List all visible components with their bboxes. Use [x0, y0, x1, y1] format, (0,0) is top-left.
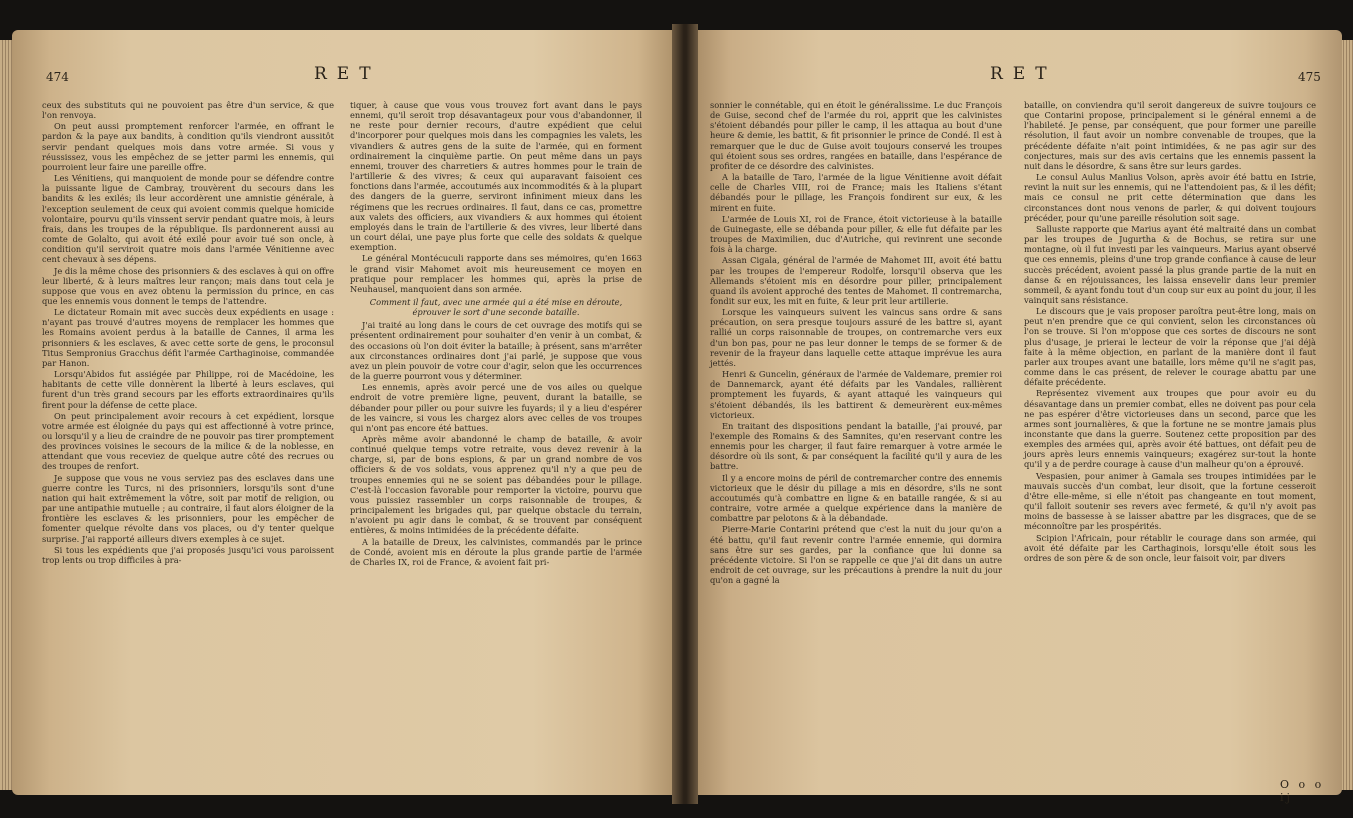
left-running-head: RET: [314, 64, 381, 84]
book-gutter: [672, 24, 698, 804]
paragraph: A la bataille de Taro, l'armée de la ligue Vénitienne avoit défait celle de Charles VIII, roi de France; mais les Italiens s'étant débandés pour le pillage, les François fondirent sur eux, & les mirent en fuite.: [710, 172, 1002, 213]
paragraph: Le général Montécuculi rapporte dans ses mémoires, qu'en 1663 le grand visir Mahomet avoit mis heureusement ce moyen en pratique pour remplacer les hommes qui, après la prise de Neuhausel, manquoient dans son armée.: [350, 253, 642, 294]
paragraph: A la bataille de Dreux, les calvinistes, commandés par le prince de Condé, avoient mis en déroute la plus grande partie de l'armée de Charles IX, roi de France, & avoient fait pri-: [350, 536, 642, 567]
paragraph: En traitant des dispositions pendant la bataille, j'ai prouvé, par l'exemple des Romains & des Samnites, qu'en reservant contre les ennemis pour les charger, il faut faire remarquer à votre armée le désordre où ils sont, & par conséquent la facilité qu'il y aura de les battre.: [710, 420, 1002, 472]
paragraph: L'armée de Louis XI, roi de France, étoit victorieuse à la bataille de Guinegaste, elle se débanda pour piller, & elle fut défaite par les troupes de Maximilien, duc d'Autriche, qui revinrent une seconde fois à la charge.: [710, 213, 1002, 255]
paragraph: On peut aussi promptement renforcer l'armée, en offrant le pardon & la paye aux bandits, à condition qu'ils viendront aussitôt servir pendant quelques mois dans votre armée. Si vous y réussissez, vous les empêchez de se jetter parmi les ennemis, qui pourroient leur faire une pareille offre.: [42, 121, 334, 172]
paragraph: Lorsqu'Abidos fut assiégée par Philippe, roi de Macédoine, les habitants de cette ville donnèrent la liberté à leurs esclaves, qui furent d'un très grand secours par les efforts extraordinaires qu'ils firent pour la défense de cette place.: [42, 369, 334, 410]
paragraph: Si tous les expédients que j'ai proposés jusqu'ici vous paroissent trop lents ou trop difficiles à pra-: [42, 544, 334, 565]
paragraph: Salluste rapporte que Marius ayant été maltraité dans un combat par les troupes de Jugurtha & de Bochus, se retira sur une montagne, où il fut investi par les vainqueurs. Marius ayant observé que ces ennemis, pleins d'une trop grande confiance à cause de leur succès précédent, avoient passé la plus grande partie de la nuit en danse & en réjouissances, les laissa ensevelir dans leur premier sommeil, & ayant fondu tout d'un coup sur eux au point du jour, il les vainquit sans résistance.: [1024, 223, 1316, 305]
paragraph: Assan Cigala, général de l'armée de Mahomet III, avoit été battu par les troupes de l'empereur Rodolfe, lorsqu'il observa que les Allemands s'étoient mis en désordre pour piller, principalement quand ils avoient approché des tentes de Mahomet. Il contremarcha, fondit sur eux, les mit en fuite, & leur prit leur artillerie.: [710, 255, 1002, 306]
paragraph: Henri & Guncelin, généraux de l'armée de Valdemare, premier roi de Dannemarck, ayant été défaits par les Vandales, rallièrent promptement les fuyards, & ayant attaqué les vainqueurs qui s'étoient débandés, ils les battirent & demeurèrent eux-mêmes victorieux.: [710, 369, 1002, 420]
paragraph: bataille, on conviendra qu'il seroit dangereux de suivre toujours ce que Contarini propose, principalement si le général ennemi a de l'habileté. Je pense, par conséquent, que pour former une pareille résolution, il faut avoir un nombre convenable de troupes, que la précédente défaite n'ait point intimidées, & ne pas agir sur des conjectures, mais sur des avis certains que les ennemis passent la nuit dans le désordre, & sans être sur leurs gardes.: [1024, 100, 1316, 171]
paragraph: sonnier le connétable, qui en étoit le généralissime. Le duc François de Guise, second chef de l'armée du roi, apprit que les calvinistes s'étoient débandés pour piller le camp, il les attaqua au bout d'une heure & demie, les battit, & fit prisonnier le prince de Condé. Il est à remarquer que le duc de Guise avoit toujours conservé les troupes qui étoient sous ses ordres, rangées en bataille, dans l'espérance de profiter de ce désordre des calvinistes.: [710, 100, 1002, 171]
left-column-1: [42, 100, 334, 566]
left-column-2: [350, 100, 642, 568]
paragraph: tiquer, à cause que vous vous trouvez fort avant dans le pays ennemi, qu'il seroit trop désavantageux pour vous d'abandonner, il ne reste pour dernier recours, d'autre expédient que celui d'incorporer pour quelques mois dans les compagnies les valets, les vivandiers & autres gens de la suite de l'armée, qui en forment ordinairement la cinquième partie. On peut même dans un pays ennemi, trouver des charretiers & autres hommes pour le train de l'artillerie & des vivres; & ceux qui auparavant faisoient ces fonctions dans l'armée, accoutumés aux incommodités & à la plupart des dangers de la guerre, serviront infiniment mieux dans les régimens que les recrues ordinaires. Il faut, dans ce cas, promettre aux valets des officiers, aux vivandiers & aux hommes qui étoient employés dans le train de l'artillerie & des vivres, leur liberté dans un court délai, une paye plus forte que celle des soldats & quelque exemption.: [350, 100, 642, 253]
paragraph: Les Vénitiens, qui manquoient de monde pour se défendre contre la puissante ligue de Cambray, trouvèrent du secours dans les bandits & les exilés; ils leur accordèrent une amnistie générale, à l'exception seulement de ceux qui avoient commis quelque homicide volontaire, pourvu qu'ils vinssent servir pendant quatre mois, à leurs frais, dans les troupes de la république. Ils pardonnerent aussi au comte de Golalto, qui avoit été exilé pour avoir tué son oncle, à condition qu'il serviroit quatre mois dans l'armée Vénitienne avec cent chevaux à ses dépens.: [42, 173, 334, 265]
paragraph: Pierre-Marie Contarini prétend que c'est la nuit du jour qu'on a été battu, qu'il faut revenir contre l'armée ennemie, qui dormira sans être sur ses gardes, par la confiance que lui donne sa précédente victoire. Si l'on se rappelle ce que j'ai dit dans un autre endroit de cet ouvrage, sur les précautions à prendre la nuit du jour qu'on a gagné la: [710, 524, 1002, 586]
paragraph: Il y a encore moins de péril de contremarcher contre des ennemis victorieux que le désir du pillage a mis en désordre, s'ils ne sont accoutumés qu'à combattre en ligne & en bataille rangée, & si au contraire, votre armée a quelque expérience dans la manière de combattre par pelotons & à la débandade.: [710, 472, 1002, 524]
right-column-1: [710, 100, 1002, 586]
left-page: [12, 30, 680, 795]
paragraph: Vespasien, pour animer à Gamala ses troupes intimidées par le mauvais succès d'un combat, leur disoit, que la fortune cesseroit d'être elle-même, si elle n'étoit pas changeante en tout moment, qu'il falloit soutenir ses revers avec fermeté, & qu'il n'y avoit pas moins de bassesse à se laisser abattre par les disgraces, que de se méconnoître par les prospérités.: [1024, 470, 1316, 532]
right-page: [690, 30, 1342, 804]
right-column-2: [1024, 100, 1316, 564]
paragraph: Je suppose que vous ne vous serviez pas des esclaves dans une guerre contre les Turcs, ni des prisonniers, lorsqu'ils sont d'une nation qui hait extrêmement la vôtre, soit par motif de religion, ou par une antipathie mutuelle ; au contraire, il faut alors éloigner de la frontière les esclaves & les prisonniers, pour les empêcher de fomenter quelque révolte dans vos places, ou d'y tenter quelque surprise. J'ai rapporté ailleurs divers exemples à ce sujet.: [42, 472, 334, 544]
right-running-head: RET: [990, 64, 1057, 84]
paragraph: Les ennemis, après avoir percé une de vos ailes ou quelque endroit de votre première ligne, peuvent, durant la bataille, se débander pour piller ou pour suivre les fuyards; il y a lieu d'espérer de les vaincre, si vous les chargez alors avec celles de vos troupes qui n'ont pas encore été battues.: [350, 382, 642, 433]
paragraph: Je dis la même chose des prisonniers & des esclaves à qui on offre leur liberté, & à leurs maîtres leur rançon; mais dans tout cela je suppose que vous en avez obtenu la permission du prince, en cas que les ennemis vous donnent le temps de l'attendre.: [42, 265, 334, 306]
paragraph: J'ai traité au long dans le cours de cet ouvrage des motifs qui se présentent ordinairement pour souhaiter d'en venir à un combat, & des occasions où l'on doit éviter la bataille; à présent, sans m'arrêter aux circonstances ordinaires dont j'ai parlé, je suppose que vous avez un plein pouvoir de votre cour d'agir, selon que les occurrences de la guerre pourront vous y déterminer.: [350, 320, 642, 382]
paragraph: Après même avoir abandonné le champ de bataille, & avoir continué quelque temps votre retraite, vous devez revenir à la charge, si, par de bons espions, & par un grand nombre de vos officiers & de vos soldats, vous apprenez qu'il n'y a que peu de troupes ennemies qui ne se soient pas débandées pour le pillage. C'est-là l'occasion favorable pour remporter la victoire, pourvu que vous puissiez rassembler un corps raisonnable de troupes, & principalement les brigades qui, par quelque obstacle du terrain, n'avoient pu agir dans le combat, & se trouvent par conséquent entières, & moins intimidées de la précédente défaite.: [350, 434, 642, 536]
section-heading: Comment il faut, avec une armée qui a été mise en déroute, éprouver le sort d'une seconde bataille.: [369, 296, 623, 318]
right-page-number: 475: [1298, 70, 1321, 84]
left-page-number: 474: [46, 70, 69, 84]
paragraph: Lorsque les vainqueurs suivent les vaincus sans ordre & sans précaution, on sera presque toujours assuré de les battre si, ayant rallié un corps raisonnable de troupes, on contremarche vers eux d'un bon pas, pour ne pas leur donner le temps de se former & de revenir de la frayeur dans laquelle cette attaque imprévue les aura jettés.: [710, 307, 1002, 368]
paragraph: Scipion l'Africain, pour rétablir le courage dans son armée, qui avoit été défaite par les Carthaginois, lorsqu'elle étoit sous les ordres de son père & de son oncle, leur faisoit voir, par divers: [1024, 532, 1316, 563]
paragraph: Le consul Aulus Manlius Volson, après avoir été battu en Istrie, revint la nuit sur les ennemis, qui ne l'attendoient pas, & il les défit; mais ce consul ne prit cette détermination que dans les circonstances dont nous venons de parler, & qui doivent toujours précéder, pour qu'une pareille résolution soit sage.: [1024, 172, 1316, 223]
paragraph: ceux des substituts qui ne pouvoient pas être d'un service, & que l'on renvoya.: [42, 100, 334, 121]
signature-mark: O o o ij: [1280, 778, 1325, 804]
paragraph: Le discours que je vais proposer paroîtra peut-être long, mais on peut n'en prendre que ce qui convient, selon les circonstances où l'on se trouve. Si l'on m'oppose que ces sortes de discours ne sont plus d'usage, je prierai le lecteur de voir la réponse que j'ai déjà faite à la même objection, en parlant de la manière dont il faut parler aux troupes avant une bataille, lors même qu'il ne s'agit pas, comme dans le cas présent, de relever le courage abattu par une défaite précédente.: [1024, 306, 1316, 388]
paragraph: On peut principalement avoir recours à cet expédient, lorsque votre armée est éloignée du pays qui est affectionné à votre prince, ou lorsqu'il y a lieu de craindre de ne pouvoir pas tirer promptement des provinces voisines le secours de la milice & de la noblesse, en attendant que vous receviez de quelque autre côté des recrues ou des troupes de renfort.: [42, 410, 334, 472]
paragraph: Le dictateur Romain mit avec succès deux expédients en usage : n'ayant pas trouvé d'autres moyens de remplacer les hommes que les Romains avoient perdus à la bataille de Cannes, il arma les prisonniers & les esclaves, & avec cette sorte de gens, le proconsul Titus Sempronius Gracchus défit l'armée Carthaginoise, commandée par Hanon.: [42, 307, 334, 368]
paragraph: Représentez vivement aux troupes que pour avoir eu du désavantage dans un premier combat, elles ne doivent pas pour cela ne pas espérer d'être victorieuses dans un second, parce que les armes sont journalières, & que la fortune ne se montre jamais plus inconstante que dans la guerre. Soutenez cette proposition par des exemples des armées qui, après avoir été battues, ont défait peu de jours après leurs ennemis vainqueurs; exagérez sur-tout la honte qu'il y a de perdre courage à cause d'un malheur qu'on a éprouvé.: [1024, 388, 1316, 470]
